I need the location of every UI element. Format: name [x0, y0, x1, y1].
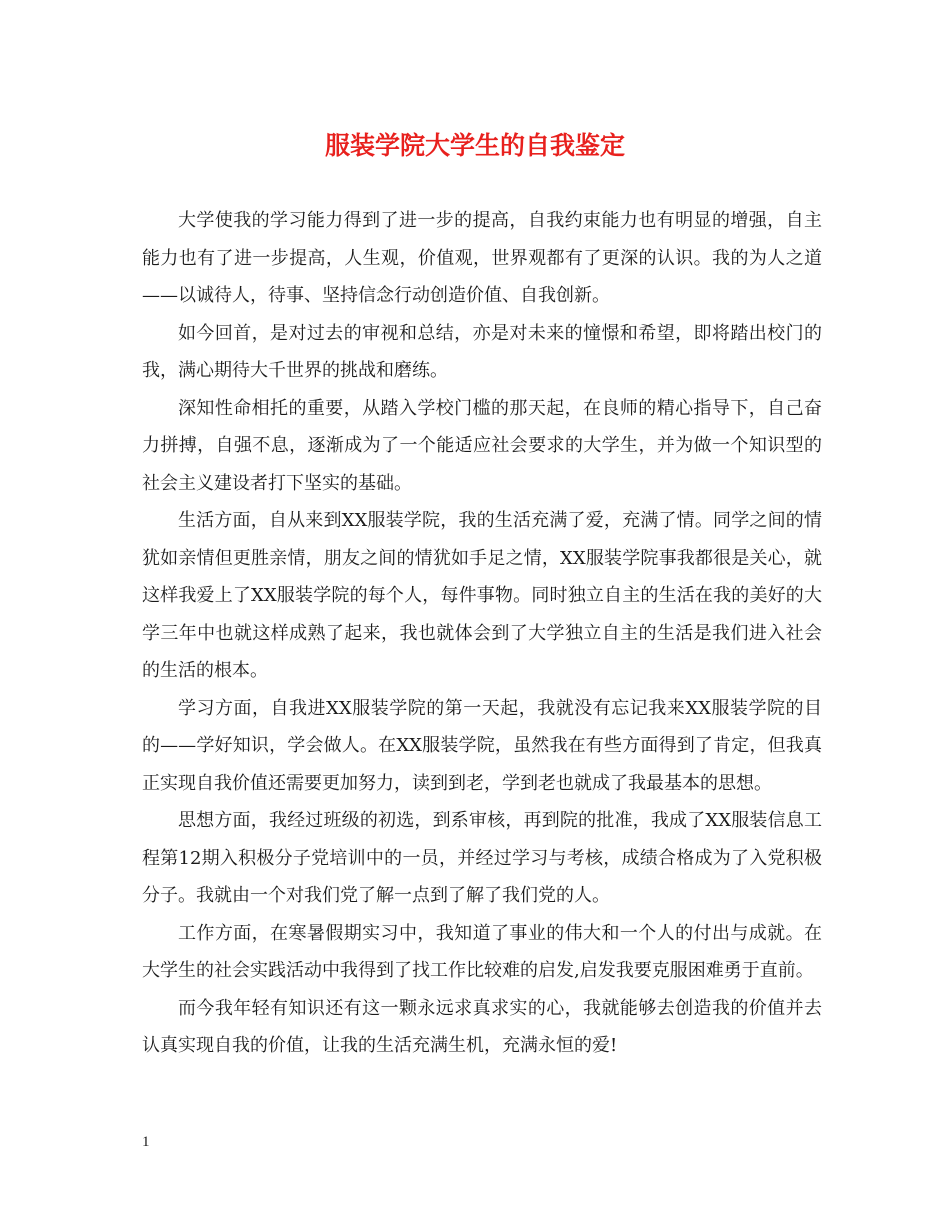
document-title: 服装学院大学生的自我鉴定 [324, 131, 625, 160]
page-number: 1 [142, 1134, 150, 1150]
paragraph-2: 如今回首，是对过去的审视和总结，亦是对未来的憧憬和希望，即将踏出校门的我，满心期待大千世界的挑战和磨练。 [142, 322, 822, 381]
paragraph-7: 工作方面，在寒暑假期实习中，我知道了事业的伟大和一个人的付出与成就。在大学生的社会实践活动中我得到了找工作比较难的启发,启发我要克服困难勇于直前。 [142, 922, 822, 981]
document-body [142, 202, 822, 1065]
paragraph-8: 而今我年轻有知识还有这一颗永远求真求实的心，我就能够去创造我的价值并去认真实现自我的价值，让我的生活充满生机，充满永恒的爱! [142, 997, 822, 1056]
paragraph-1: 大学使我的学习能力得到了进一步的提高，自我约束能力也有明显的增强，自主能力也有了进一步提高，人生观，价值观，世界观都有了更深的认识。我的为人之道——以诚待人，待事、坚持信念行动创造价值、自我创新。 [142, 210, 822, 306]
paragraph-4: 生活方面，自从来到XX服装学院，我的生活充满了爱，充满了情。同学之间的情犹如亲情但更胜亲情，朋友之间的情犹如手足之情，XX服装学院事我都很是关心，就这样我爱上了XX服装学院的每个人，每件事物。同时独立自主的生活在我的美好的大学三年中也就这样成熟了起来，我也就体会到了大学独立自主的生活是我们进入社会的生活的根本。 [142, 510, 822, 681]
paragraph-5: 学习方面，自我进XX服装学院的第一天起，我就没有忘记我来XX服装学院的目的——学好知识，学会做人。在XX服装学院，虽然我在有些方面得到了肯定，但我真正实现自我价值还需要更加努力，读到到老，学到老也就成了我最基本的思想。 [142, 697, 822, 794]
paragraph-3: 深知性命相托的重要，从踏入学校门槛的那天起，在良师的精心指导下，自己奋力拼搏，自强不息，逐渐成为了一个能适应社会要求的大学生，并为做一个知识型的社会主义建设者打下坚实的基础。 [142, 397, 822, 494]
paragraph-6: 思想方面，我经过班级的初选，到系审核，再到院的批准，我成了XX服装信息工程第12期入积极分子党培训中的一员，并经过学习与考核，成绩合格成为了入党积极分子。我就由一个对我们党了解一点到了解了我们党的人。 [142, 810, 822, 906]
